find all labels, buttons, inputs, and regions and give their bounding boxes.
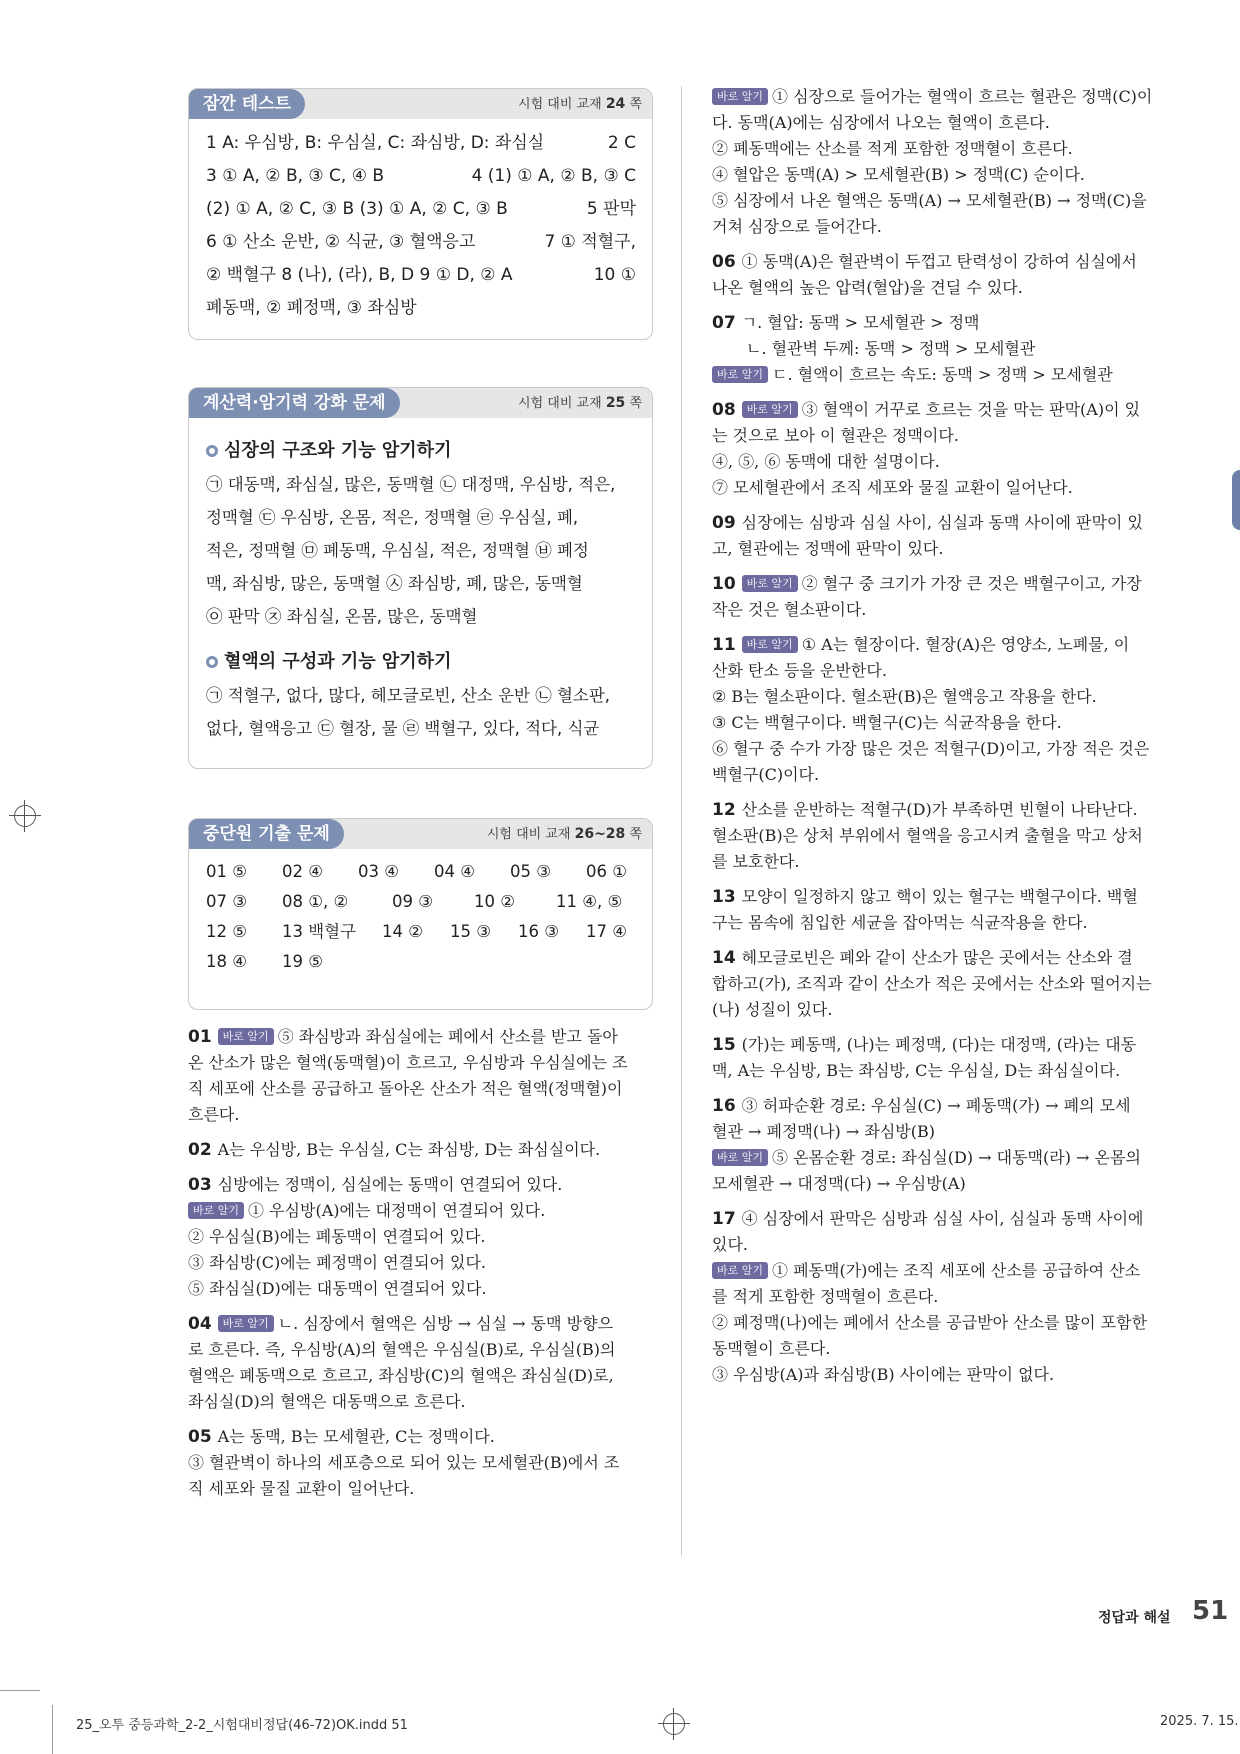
memory-line: 없다, 혈액응고 ㉢ 혈장, 물 ㉣ 백혈구, 있다, 적다, 식균 — [206, 719, 600, 738]
section-title: 혈액의 구성과 기능 암기하기 — [206, 647, 638, 673]
answer-line: 1 A: 우심방, B: 우심실, C: 좌심방, D: 좌심실 2 C — [206, 133, 636, 153]
registration-mark-bottom — [663, 1713, 685, 1735]
correct-it-badge: 바로 알기 — [712, 1149, 768, 1166]
explanation-16: 16 ③ 허파순환 경로: 우심실(C) → 폐동맥(가) → 폐의 모세 혈관 → 폐정맥(나) → 좌심방(B) 바로 알기 ⑤ 온몸순환 경로: 좌심실(D) → 대동맥(라) → 온몸의 모세혈관 → 대정맥(다) → 우심방(A) — [712, 1096, 1141, 1193]
correct-it-badge: 바로 알기 — [742, 636, 798, 653]
correct-it-badge: 바로 알기 — [742, 575, 798, 592]
answer-line: ② 백혈구 8 (나), (라), B, D 9 ① D, ② A 10 ① — [206, 265, 636, 285]
mid-unit-exam-ref: 시험 대비 교재 26~28 쪽 — [486, 826, 642, 842]
answer-row: 12 ⑤ 13 백혈구 14 ② 15 ③ 16 ③ 17 ④ — [206, 922, 628, 941]
correct-it-badge: 바로 알기 — [712, 1262, 768, 1279]
correct-it-badge: 바로 알기 — [218, 1028, 274, 1045]
registration-mark-left — [14, 805, 36, 827]
explanation-07: 07 ㄱ. 혈압: 동맥 > 모세혈관 > 정맥 ㄴ. 혈관벽 두께: 동맥 > 정맥 > 모세혈관 바로 알기 ㄷ. 혈액이 흐르는 속도: 동맥 > 정맥 > 모세혈관 — [712, 313, 1113, 384]
explanation-08: 08 바로 알기 ③ 혈액이 거꾸로 흐르는 것을 막는 판막(A)이 있 는 것으로 보아 이 혈관은 정맥이다. ④, ⑤, ⑥ 동맥에 대한 설명이다. ⑦ 모세혈관에서 조직 세포와 물질 교환이 일어난다. — [712, 400, 1141, 497]
correct-it-badge: 바로 알기 — [742, 401, 798, 418]
mid-unit-exam-box — [188, 818, 653, 1010]
explanation-12: 12 산소를 운반하는 적혈구(D)가 부족하면 빈혈이 나타난다. 혈소판(B)은 상처 부위에서 혈액을 응고시켜 출혈을 막고 상처 를 보호한다. — [712, 800, 1143, 871]
memory-practice-content — [206, 426, 638, 745]
explanation-13: 13 모양이 일정하지 않고 핵이 있는 혈구는 백혈구이다. 백혈 구는 몸속에 침입한 세균을 잡아먹는 식균작용을 한다. — [712, 887, 1138, 932]
crop-mark-left — [0, 1690, 40, 1691]
explanation-03: 03 심방에는 정맥이, 심실에는 동맥이 연결되어 있다. 바로 알기 ① 우심방(A)에는 대정맥이 연결되어 있다. ② 우심실(B)에는 폐동맥이 연결되어 있다. ③ 좌심방(C)에는 폐정맥이 연결되어 있다. ⑤ 좌심실(D)에는 대동맥이 연결되어 있다. — [188, 1175, 563, 1298]
explanation-14: 14 헤모글로빈은 폐와 같이 산소가 많은 곳에서는 산소와 결 합하고(가), 조직과 같이 산소가 적은 곳에서는 산소와 떨어지는 (나) 성질이 있다. — [712, 948, 1152, 1019]
answer-row: 18 ④ 19 ⑤ — [206, 952, 324, 971]
memory-practice-header — [189, 388, 652, 418]
memory-line: ㉠ 적혈구, 없다, 많다, 헤모글로빈, 산소 운반 ㉡ 혈소판, — [206, 686, 611, 705]
section-title: 심장의 구조와 기능 암기하기 — [206, 436, 638, 462]
memory-practice-ref: 시험 대비 교재 25 쪽 — [518, 395, 642, 411]
left-explanations — [188, 1024, 653, 1511]
crop-mark-bottom — [52, 1705, 53, 1754]
bullet-icon — [206, 656, 218, 668]
memory-line: 정맥혈 ㉢ 우심방, 온몸, 적은, 정맥혈 ㉣ 우심실, 폐, — [206, 508, 579, 527]
answer-line: (2) ① A, ② C, ③ B (3) ① A, ② C, ③ B 5 판막 — [206, 199, 636, 219]
answer-row: 01 ⑤ 02 ④ 03 ④ 04 ④ 05 ③ 06 ① — [206, 862, 628, 881]
print-date: 2025. 7. 15. — [1160, 1714, 1239, 1729]
answer-line: 3 ① A, ② B, ③ C, ④ B 4 (1) ① A, ② B, ③ C — [206, 166, 636, 186]
print-file-name: 25_오투 중등과학_2-2_시험대비정답(46-72)OK.indd 51 — [76, 1718, 408, 1733]
correct-it-badge: 바로 알기 — [188, 1202, 244, 1219]
footer-section-label: 정답과 해설 — [1098, 1610, 1171, 1626]
explanation-01: 01 바로 알기 ⑤ 좌심방과 좌심실에는 폐에서 산소를 받고 돌아 온 산소가 많은 혈액(동맥혈)이 흐르고, 우심방과 우심실에는 조 직 세포에 산소를 공급하고 돌아온 산소가 적은 혈액(정맥혈)이 흐른다. — [188, 1027, 628, 1124]
correct-it-badge: 바로 알기 — [712, 366, 768, 383]
memory-line: 맥, 좌심방, 많은, 동맥혈 ㉦ 좌심방, 폐, 많은, 동맥혈 — [206, 574, 583, 593]
mid-unit-answers — [206, 857, 638, 977]
explanation-05-continued: 바로 알기 ① 심장으로 들어가는 혈액이 흐르는 혈관은 정맥(C)이 다. 동맥(A)에는 심장에서 나오는 혈액이 흐른다. ② 폐동맥에는 산소를 적게 포함한 정맥혈이 흐른다. ④ 혈압은 동맥(A) > 모세혈관(B) > 정맥(C) 순이다. ⑤ 심장에서 나온 혈액은 동맥(A) → 모세혈관(B) → 정맥(C)을 거쳐 심장으로 들어간다. — [712, 87, 1153, 236]
answer-row: 07 ③ 08 ①, ② 09 ③ 10 ② 11 ④, ⑤ — [206, 892, 623, 911]
memory-line: 적은, 정맥혈 ㉤ 폐동맥, 우심실, 적은, 정맥혈 ㉥ 폐정 — [206, 541, 589, 560]
right-edge-tab — [1232, 470, 1240, 530]
memory-practice-tag: 계산력·암기력 강화 문제 — [189, 388, 400, 418]
quick-test-answers — [206, 127, 636, 325]
memory-line: ㉧ 판막 ㉨ 좌심실, 온몸, 많은, 동맥혈 — [206, 607, 478, 626]
quick-test-box — [188, 88, 653, 340]
mid-unit-exam-tag: 중단원 기출 문제 — [189, 819, 344, 849]
answer-line: 폐동맥, ② 폐정맥, ③ 좌심방 — [206, 298, 417, 318]
column-divider — [681, 86, 682, 1556]
correct-it-badge: 바로 알기 — [712, 88, 768, 105]
explanation-06: 06 ① 동맥(A)은 혈관벽이 두껍고 탄력성이 강하여 심실에서 나온 혈액의 높은 압력(혈압)을 견딜 수 있다. — [712, 252, 1137, 297]
explanation-05: 05 A는 동맥, B는 모세혈관, C는 정맥이다. ③ 혈관벽이 하나의 세포층으로 되어 있는 모세혈관(B)에서 조 직 세포와 물질 교환이 일어난다. — [188, 1427, 620, 1498]
correct-it-badge: 바로 알기 — [218, 1315, 274, 1332]
quick-test-tag: 잠깐 테스트 — [189, 89, 305, 119]
quick-test-header — [189, 89, 652, 119]
explanation-17: 17 ④ 심장에서 판막은 심방과 심실 사이, 심실과 동맥 사이에 있다. 바로 알기 ① 폐동맥(가)에는 조직 세포에 산소를 공급하여 산소 를 적게 포함한 정맥혈이 흐른다. ② 폐정맥(나)에는 폐에서 산소를 공급받아 산소를 많이 포함한 동맥혈이 흐른다. ③ 우심방(A)과 좌심방(B) 사이에는 판막이 없다. — [712, 1209, 1148, 1384]
quick-test-ref: 시험 대비 교재 24 쪽 — [518, 96, 642, 112]
right-explanations — [712, 84, 1182, 1397]
explanation-02: 02 A는 우심방, B는 우심실, C는 좌심방, D는 좌심실이다. — [188, 1140, 601, 1160]
page-number: 51 — [1192, 1596, 1229, 1626]
answer-line: 6 ① 산소 운반, ② 식균, ③ 혈액응고 7 ① 적혈구, — [206, 232, 636, 252]
explanation-10: 10 바로 알기 ② 혈구 중 크기가 가장 큰 것은 백혈구이고, 가장 작은 것은 혈소판이다. — [712, 574, 1142, 619]
memory-line: ㉠ 대동맥, 좌심실, 많은, 동맥혈 ㉡ 대정맥, 우심방, 적은, — [206, 475, 616, 494]
mid-unit-exam-header — [189, 819, 652, 849]
explanation-15: 15 (가)는 폐동맥, (나)는 폐정맥, (다)는 대정맥, (라)는 대동 맥, A는 우심방, B는 좌심방, C는 우심실, D는 좌심실이다. — [712, 1035, 1137, 1080]
memory-practice-box — [188, 387, 653, 769]
bullet-icon — [206, 445, 218, 457]
explanation-11: 11 바로 알기 ① A는 혈장이다. 혈장(A)은 영양소, 노폐물, 이 산화 탄소 등을 운반한다. ② B는 혈소판이다. 혈소판(B)은 혈액응고 작용을 한다. ③ C는 백혈구이다. 백혈구(C)는 식균작용을 한다. ⑥ 혈구 중 수가 가장 많은 것은 적혈구(D)이고, 가장 적은 것은 백혈구(C)이다. — [712, 635, 1150, 784]
explanation-04: 04 바로 알기 ㄴ. 심장에서 혈액은 심방 → 심실 → 동맥 방향으 로 흐른다. 즉, 우심방(A)의 혈액은 우심실(B)로, 우심실(B)의 혈액은 폐동맥으로 흐르고, 좌심방(C)의 혈액은 좌심실(D)로, 좌심실(D)의 혈액은 대동맥으로 흐른다. — [188, 1314, 616, 1411]
explanation-09: 09 심장에는 심방과 심실 사이, 심실과 동맥 사이에 판막이 있 고, 혈관에는 정맥에 판막이 있다. — [712, 513, 1143, 558]
